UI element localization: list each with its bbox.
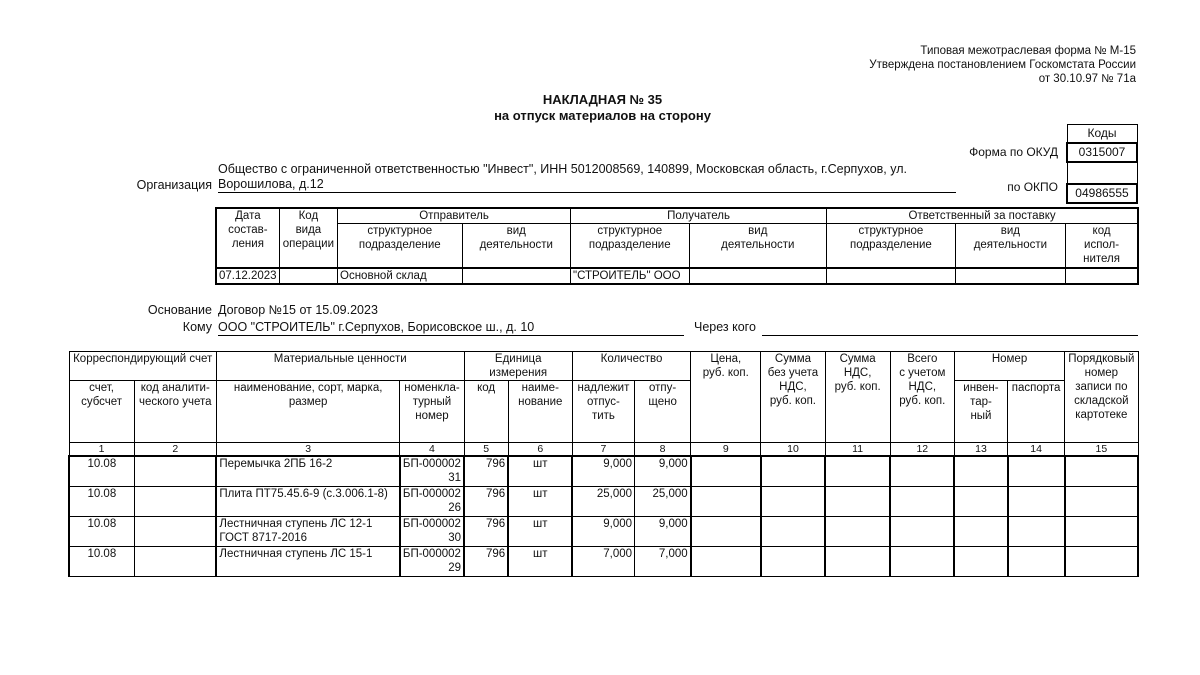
ordinal-cell	[1065, 487, 1138, 517]
table-row	[69, 487, 1138, 517]
codes-table	[1066, 124, 1138, 204]
total-cell	[890, 456, 954, 487]
unit-code-cell: 796	[464, 456, 508, 487]
qty-need-cell: 9,000	[572, 517, 634, 547]
table-row	[69, 517, 1138, 547]
column-number: 7	[572, 443, 634, 457]
analytic-code-cell	[134, 487, 216, 517]
ordinal-cell	[1065, 517, 1138, 547]
name-cell: Лестничная ступень ЛС 12-1 ГОСТ 8717-2016	[216, 517, 400, 547]
vat-header: Сумма НДС, руб. коп.	[825, 352, 890, 443]
to-whom-label: Кому	[182, 320, 212, 334]
price-cell	[691, 517, 761, 547]
total-cell	[890, 487, 954, 517]
vat-cell	[825, 487, 890, 517]
name-cell: Лестничная ступень ЛС 15-1	[216, 547, 400, 577]
name-header: наименование, сорт, марка, размер	[216, 381, 400, 443]
name-cell: Плита ПТ75.45.6-9 (с.3.006.1-8)	[216, 487, 400, 517]
qty-need-cell: 25,000	[572, 487, 634, 517]
receiver-struct-header: структурное подразделение	[571, 224, 690, 268]
column-number: 12	[890, 443, 954, 457]
account-cell: 10.08	[69, 456, 134, 487]
document-title	[0, 92, 1200, 124]
okud-label: Форма по ОКУД	[969, 145, 1058, 159]
analytic-code-cell	[134, 547, 216, 577]
inventory-cell	[954, 547, 1007, 577]
number-header: Номер	[954, 352, 1064, 381]
nom-cell: БП-000002 31	[400, 456, 464, 487]
form-note	[736, 44, 1136, 86]
unit-name-cell: шт	[508, 487, 572, 517]
table-row	[69, 547, 1138, 577]
qty-released-cell: 9,000	[635, 517, 691, 547]
through-label: Через кого	[694, 320, 756, 334]
resp-activity-value	[955, 268, 1065, 284]
to-whom-value: ООО "СТРОИТЕЛЬ" г.Серпухов, Борисовское ш., д. 10	[218, 320, 684, 336]
column-number: 3	[216, 443, 400, 457]
analytic-code-cell	[134, 517, 216, 547]
column-number: 1	[69, 443, 134, 457]
through-value	[762, 320, 1138, 336]
sender-activity-value	[462, 268, 570, 284]
receiver-activity-value	[689, 268, 827, 284]
details-date-value: 07.12.2023	[216, 268, 279, 284]
unit-code-cell: 796	[464, 547, 508, 577]
organization-value	[218, 162, 956, 193]
details-code-value	[279, 268, 337, 284]
corr-code-header: код аналити- ческого учета	[134, 381, 216, 443]
inventory-cell	[954, 487, 1007, 517]
details-sender-header: Отправитель	[338, 208, 571, 224]
column-number: 4	[400, 443, 464, 457]
details-date-header: Дата состав- ления	[216, 208, 279, 268]
qty-header: Количество	[572, 352, 690, 381]
passport-cell	[1008, 487, 1065, 517]
details-receiver-header: Получатель	[571, 208, 827, 224]
column-number: 8	[635, 443, 691, 457]
unit-name-cell: шт	[508, 547, 572, 577]
column-number: 13	[954, 443, 1007, 457]
column-number: 11	[825, 443, 890, 457]
passport-header: паспорта	[1008, 381, 1065, 443]
unit-code-header: код	[464, 381, 508, 443]
unit-name-header: наиме- нование	[508, 381, 572, 443]
title-main: НАКЛАДНАЯ № 35	[542, 92, 663, 107]
okpo-label: по ОКПО	[1007, 180, 1058, 194]
price-cell	[691, 547, 761, 577]
price-cell	[691, 456, 761, 487]
passport-cell	[1008, 547, 1065, 577]
ordinal-cell	[1065, 547, 1138, 577]
sender-activity-header: вид деятельности	[462, 224, 570, 268]
corr-header: Корреспондирующий счет	[69, 352, 216, 381]
total-cell	[890, 517, 954, 547]
qty-released-cell: 7,000	[635, 547, 691, 577]
basis-label: Основание	[147, 303, 212, 317]
form-note-line1: Типовая межотраслевая форма № М-15	[920, 45, 1136, 57]
unit-code-cell: 796	[464, 517, 508, 547]
inventory-cell	[954, 456, 1007, 487]
column-number: 15	[1065, 443, 1138, 457]
codes-header: Коды	[1067, 125, 1137, 144]
resp-struct-header: структурное подразделение	[827, 224, 956, 268]
qty-rel-header: отпу- щено	[635, 381, 691, 443]
account-cell: 10.08	[69, 547, 134, 577]
passport-cell	[1008, 517, 1065, 547]
resp-exec-value	[1066, 268, 1138, 284]
column-number: 6	[508, 443, 572, 457]
column-number: 10	[761, 443, 825, 457]
total-header: Всего с учетом НДС, руб. коп.	[890, 352, 954, 443]
table-row	[69, 456, 1138, 487]
column-number: 5	[464, 443, 508, 457]
values-header: Материальные ценности	[216, 352, 464, 381]
resp-struct-value	[827, 268, 956, 284]
sender-struct-header: структурное подразделение	[338, 224, 463, 268]
organization-label: Организация	[136, 178, 212, 192]
ordinal-cell	[1065, 456, 1138, 487]
column-number: 9	[691, 443, 761, 457]
form-note-line3: от 30.10.97 № 71а	[1038, 73, 1136, 85]
qty-need-cell: 9,000	[572, 456, 634, 487]
corr-account-header: счет, субсчет	[69, 381, 134, 443]
details-table	[215, 207, 1139, 285]
receiver-activity-header: вид деятельности	[689, 224, 827, 268]
codes-spacer	[1067, 162, 1137, 184]
goods-body	[69, 456, 1138, 577]
price-cell	[691, 487, 761, 517]
unit-code-cell: 796	[464, 487, 508, 517]
nom-cell: БП-000002 29	[400, 547, 464, 577]
qty-need-header: надлежит отпус- тить	[572, 381, 634, 443]
passport-cell	[1008, 456, 1065, 487]
nom-cell: БП-000002 26	[400, 487, 464, 517]
inventory-header: инвен- тар- ный	[954, 381, 1007, 443]
unit-name-cell: шт	[508, 517, 572, 547]
unit-name-cell: шт	[508, 456, 572, 487]
resp-activity-header: вид деятельности	[955, 224, 1065, 268]
organization-line2: Ворошилова, д.12	[218, 177, 956, 193]
okud-value: 0315007	[1067, 143, 1137, 162]
ordinal-header: Порядковый номер записи по складской картотеке	[1065, 352, 1138, 443]
name-cell: Перемычка 2ПБ 16-2	[216, 456, 400, 487]
vat-cell	[825, 547, 890, 577]
inventory-cell	[954, 517, 1007, 547]
column-numbers-row	[69, 443, 1138, 457]
goods-table	[68, 351, 1139, 577]
unit-header: Единица измерения	[464, 352, 572, 381]
qty-released-cell: 9,000	[635, 456, 691, 487]
sum-cell	[761, 456, 825, 487]
sum-cell	[761, 487, 825, 517]
account-cell: 10.08	[69, 487, 134, 517]
title-sub: на отпуск материалов на сторону	[494, 108, 711, 123]
column-number: 2	[134, 443, 216, 457]
okpo-value: 04986555	[1067, 184, 1137, 203]
basis-value: Договор №15 от 15.09.2023	[218, 303, 378, 317]
nom-header: номенкла- турный номер	[400, 381, 464, 443]
receiver-struct-value: "СТРОИТЕЛЬ" ООО	[571, 268, 690, 284]
details-code-header: Код вида операции	[279, 208, 337, 268]
form-note-line2: Утверждена постановлением Госкомстата России	[869, 59, 1136, 71]
vat-cell	[825, 517, 890, 547]
sender-struct-value: Основной склад	[338, 268, 463, 284]
account-cell: 10.08	[69, 517, 134, 547]
nom-cell: БП-000002 30	[400, 517, 464, 547]
vat-cell	[825, 456, 890, 487]
column-number: 14	[1008, 443, 1065, 457]
resp-exec-header: код испол- нителя	[1066, 224, 1138, 268]
sum-header: Сумма без учета НДС, руб. коп.	[761, 352, 825, 443]
analytic-code-cell	[134, 456, 216, 487]
organization-line1: Общество с ограниченной ответственностью "Инвест", ИНН 5012008569, 140899, Московская область, г.Серпухов, ул.	[218, 162, 907, 176]
price-header: Цена, руб. коп.	[691, 352, 761, 443]
details-responsible-header: Ответственный за поставку	[827, 208, 1138, 224]
qty-need-cell: 7,000	[572, 547, 634, 577]
sum-cell	[761, 517, 825, 547]
total-cell	[890, 547, 954, 577]
sum-cell	[761, 547, 825, 577]
qty-released-cell: 25,000	[635, 487, 691, 517]
